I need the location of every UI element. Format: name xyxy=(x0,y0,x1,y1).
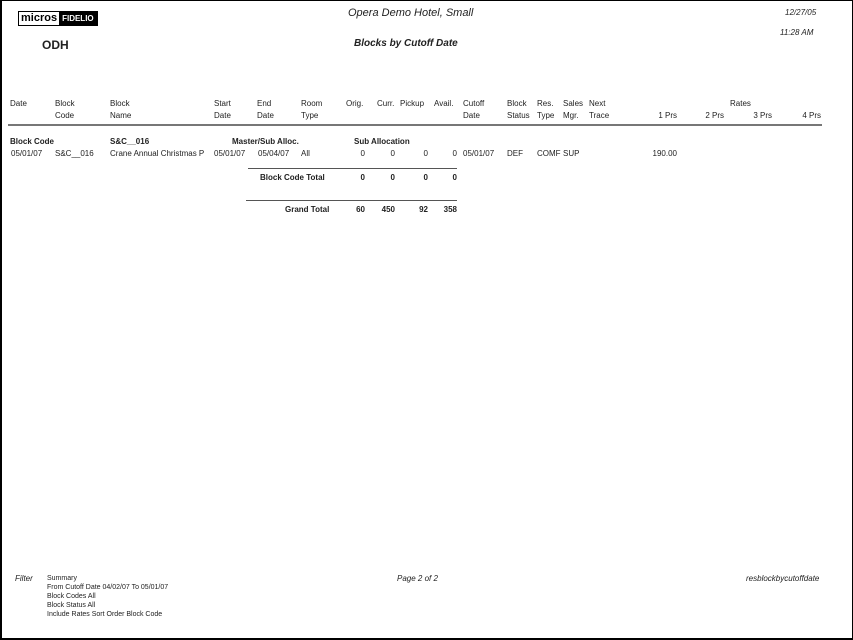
total-divider xyxy=(248,168,457,169)
grand-total-pickup: 92 xyxy=(419,205,428,214)
cell-start: 05/01/07 xyxy=(214,149,246,158)
cell-curr: 0 xyxy=(390,149,395,158)
hotel-name: Opera Demo Hotel, Small xyxy=(348,7,474,19)
cell-1prs: 190.00 xyxy=(652,149,677,158)
col-sales-2: Mgr. xyxy=(563,111,579,120)
col-res-2: Type xyxy=(537,111,555,120)
report-date: 12/27/05 xyxy=(785,8,817,17)
col-block-name: Block xyxy=(110,99,130,108)
col-start-2: Date xyxy=(214,111,231,120)
report-time: 11:28 AM xyxy=(780,28,814,37)
col-avail: Avail. xyxy=(434,99,454,108)
cell-date: 05/01/07 xyxy=(11,149,43,158)
col-next-2: Trace xyxy=(589,111,610,120)
filter-line: Include Rates Sort Order Block Code xyxy=(47,611,163,618)
col-block-code: Block xyxy=(55,99,75,108)
col-res: Res. xyxy=(537,99,554,108)
page-number: Page 2 of 2 xyxy=(397,574,438,583)
report-title: Blocks by Cutoff Date xyxy=(354,38,458,49)
col-date: Date xyxy=(10,99,27,108)
col-sales: Sales xyxy=(563,99,584,108)
block-total-curr: 0 xyxy=(390,173,395,182)
header-divider xyxy=(8,124,822,126)
col-status: Block xyxy=(507,99,527,108)
micros-fidelio-logo: micros FIDELIO xyxy=(18,11,98,26)
col-pickup: Pickup xyxy=(400,99,425,108)
grand-total-orig: 60 xyxy=(356,205,365,214)
col-block-code-2: Code xyxy=(55,111,75,120)
col-curr: Curr. xyxy=(377,99,395,108)
col-status-2: Status xyxy=(507,111,530,120)
block-total-orig: 0 xyxy=(360,173,365,182)
col-next: Next xyxy=(589,99,606,108)
cell-res: COMF xyxy=(537,149,561,158)
cell-room: All xyxy=(301,149,310,158)
master-label: Master/Sub Alloc. xyxy=(232,137,299,146)
block-total-pickup: 0 xyxy=(423,173,428,182)
report-name: resblockbycutoffdate xyxy=(746,574,820,583)
grand-total-divider xyxy=(246,200,457,201)
filter-label: Filter xyxy=(15,574,33,583)
group-code: S&C__016 xyxy=(110,137,150,146)
cell-code: S&C__016 xyxy=(55,149,94,158)
grand-total-avail: 358 xyxy=(443,205,457,214)
grand-total-label: Grand Total xyxy=(285,205,330,214)
property-code: ODH xyxy=(42,38,69,52)
block-total-label: Block Code Total xyxy=(260,173,325,182)
group-label: Block Code xyxy=(10,137,55,146)
cell-orig: 0 xyxy=(360,149,365,158)
cell-status: DEF xyxy=(507,149,523,158)
master-value: Sub Allocation xyxy=(354,137,410,146)
filter-line: From Cutoff Date 04/02/07 To 05/01/07 xyxy=(47,584,169,591)
cell-end: 05/04/07 xyxy=(258,149,290,158)
col-cutoff: Cutoff xyxy=(463,99,485,108)
cell-sales: SUP xyxy=(563,149,580,158)
col-rates: Rates xyxy=(730,99,751,108)
cell-name: Crane Annual Christmas P xyxy=(110,149,205,158)
filter-line: Summary xyxy=(47,575,77,582)
col-orig: Orig. xyxy=(346,99,364,108)
col-room-2: Type xyxy=(301,111,319,120)
col-end: End xyxy=(257,99,272,108)
col-start: Start xyxy=(214,99,231,108)
filter-line: Block Status All xyxy=(47,602,96,609)
col-room: Room xyxy=(301,99,323,108)
col-2prs: 2 Prs xyxy=(705,111,724,120)
block-total-avail: 0 xyxy=(452,173,457,182)
col-end-2: Date xyxy=(257,111,274,120)
col-block-name-2: Name xyxy=(110,111,132,120)
col-4prs: 4 Prs xyxy=(802,111,821,120)
col-cutoff-2: Date xyxy=(463,111,480,120)
cell-pickup: 0 xyxy=(423,149,428,158)
cell-avail: 0 xyxy=(452,149,457,158)
col-3prs: 3 Prs xyxy=(753,111,772,120)
grand-total-curr: 450 xyxy=(381,205,395,214)
filter-line: Block Codes All xyxy=(47,593,96,600)
col-1prs: 1 Prs xyxy=(658,111,677,120)
cell-cutoff: 05/01/07 xyxy=(463,149,495,158)
